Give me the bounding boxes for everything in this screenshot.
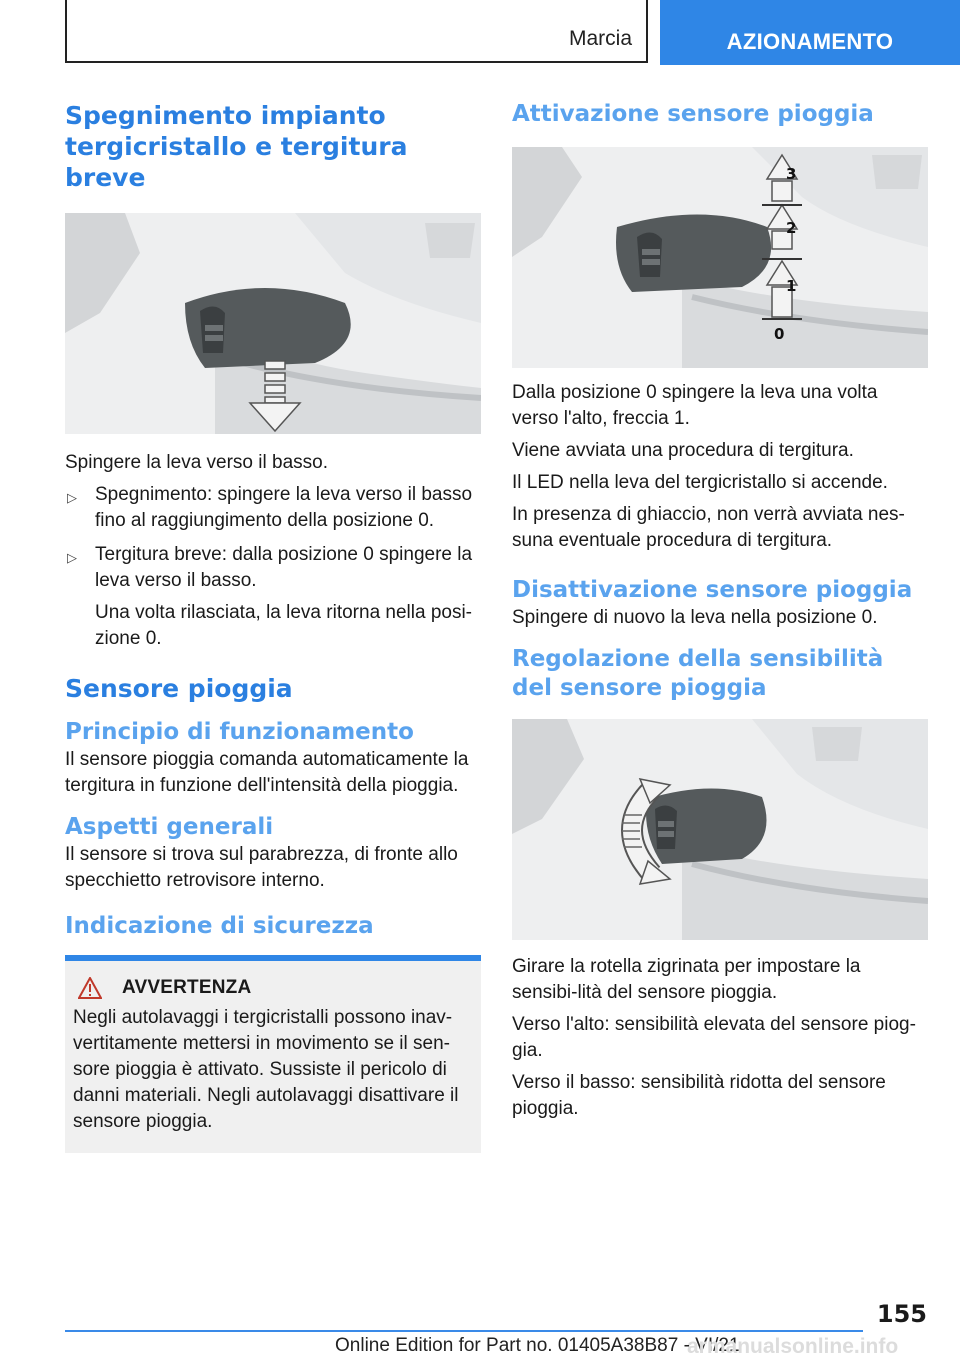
heading-general: Aspetti generali (65, 814, 274, 840)
header-section-box (65, 0, 648, 63)
heading-safety: Indicazione di sicurezza (65, 913, 374, 939)
heading-sensitivity: Regolazione della sensibilità del sensore pioggia (512, 646, 884, 701)
deactivate-text: Spingere di nuovo la leva nella posizione 0. (512, 607, 878, 628)
lever-down-illustration (65, 213, 481, 434)
principle-text: Il sensore pioggia comanda automaticamente la tergitura in funzione dell'intensità della pioggia. (65, 749, 469, 796)
chapter-tab (660, 0, 960, 65)
list-item-note: Una volta rilasciata, la leva ritorna nella posi-zione 0. (95, 602, 473, 649)
figure-lever-down (65, 213, 481, 434)
position-label-3: 3 (786, 165, 797, 183)
right-column (512, 100, 928, 1122)
activate-text-1: Dalla posizione 0 spingere la leva una volta verso l'alto, freccia 1. (512, 382, 878, 429)
sensitivity-text-1: Girare la rotella zigrinata per impostare la sensibi-lità del sensore pioggia. (512, 956, 861, 1003)
activate-text-2: Viene avviata una procedura di tergitura. (512, 440, 854, 461)
sensitivity-text-3: Verso il basso: sensibilità ridotta del sensore pioggia. (512, 1072, 886, 1119)
knurled-wheel-illustration (512, 719, 928, 940)
figure-knurled-wheel (512, 719, 928, 940)
position-label-1: 1 (786, 277, 797, 295)
page-number: 155 (876, 1300, 927, 1328)
bullet-triangle-icon: ▷ (67, 550, 77, 565)
warning-triangle-icon (78, 977, 102, 999)
intro-text: Spingere la leva verso il basso. (65, 452, 328, 473)
steps-list (65, 482, 481, 652)
sensitivity-text-2: Verso l'alto: sensibilità elevata del sensore piog-gia. (512, 1014, 916, 1061)
lever-up-illustration (512, 147, 928, 368)
heading-principle: Principio di funzionamento (65, 719, 414, 745)
warning-title: AVVERTENZA (122, 977, 252, 998)
position-label-0: 0 (774, 325, 785, 343)
left-column (65, 100, 481, 1153)
general-text: Il sensore si trova sul parabrezza, di fronte allo specchietto retrovisore interno. (65, 844, 458, 891)
heading-activate: Attivazione sensore pioggia (512, 101, 874, 127)
section-title: Marcia (568, 27, 632, 50)
activate-text-3: Il LED nella leva del tergicristallo si accende. (512, 472, 888, 493)
figure-lever-up (512, 147, 928, 368)
position-label-2: 2 (786, 219, 797, 237)
list-item: ▷ Spegnimento: spingere la leva verso il basso fino al raggiungimento della posizione 0. (67, 484, 473, 531)
warning-box (65, 961, 481, 1153)
watermark-text: armanualsonline.info (687, 1335, 899, 1358)
activate-text-4: In presenza di ghiaccio, non verrà avviata nes-suna eventuale procedura di tergitura. (512, 504, 905, 551)
heading-rain-sensor: Sensore pioggia (65, 674, 293, 703)
footer-rule (65, 1330, 863, 1332)
list-item: ▷ Tergitura breve: dalla posizione 0 spingere la leva verso il basso. Una volta rilasciata, la leva ritorna nella posi-zione 0. (65, 542, 481, 652)
warning-text: Negli autolavaggi i tergicristalli possono inav-vertitamente mettersi in movimento se il sen-sore pioggia è attivato. Sussiste il pericolo di danni materiali. Negli autolavaggi disattivare il sensore pioggia. (73, 1007, 459, 1132)
bullet-triangle-icon: ▷ (67, 490, 77, 505)
heading-deactivate: Disattivazione sensore pioggia (512, 577, 913, 603)
edition-text: Online Edition for Part no. 01405A38B87 - VI/21 (335, 1335, 740, 1356)
chapter-title: AZIONAMENTO (726, 29, 894, 54)
heading-wiper-off: Spegnimento impianto tergicristallo e tergitura breve (65, 101, 408, 192)
